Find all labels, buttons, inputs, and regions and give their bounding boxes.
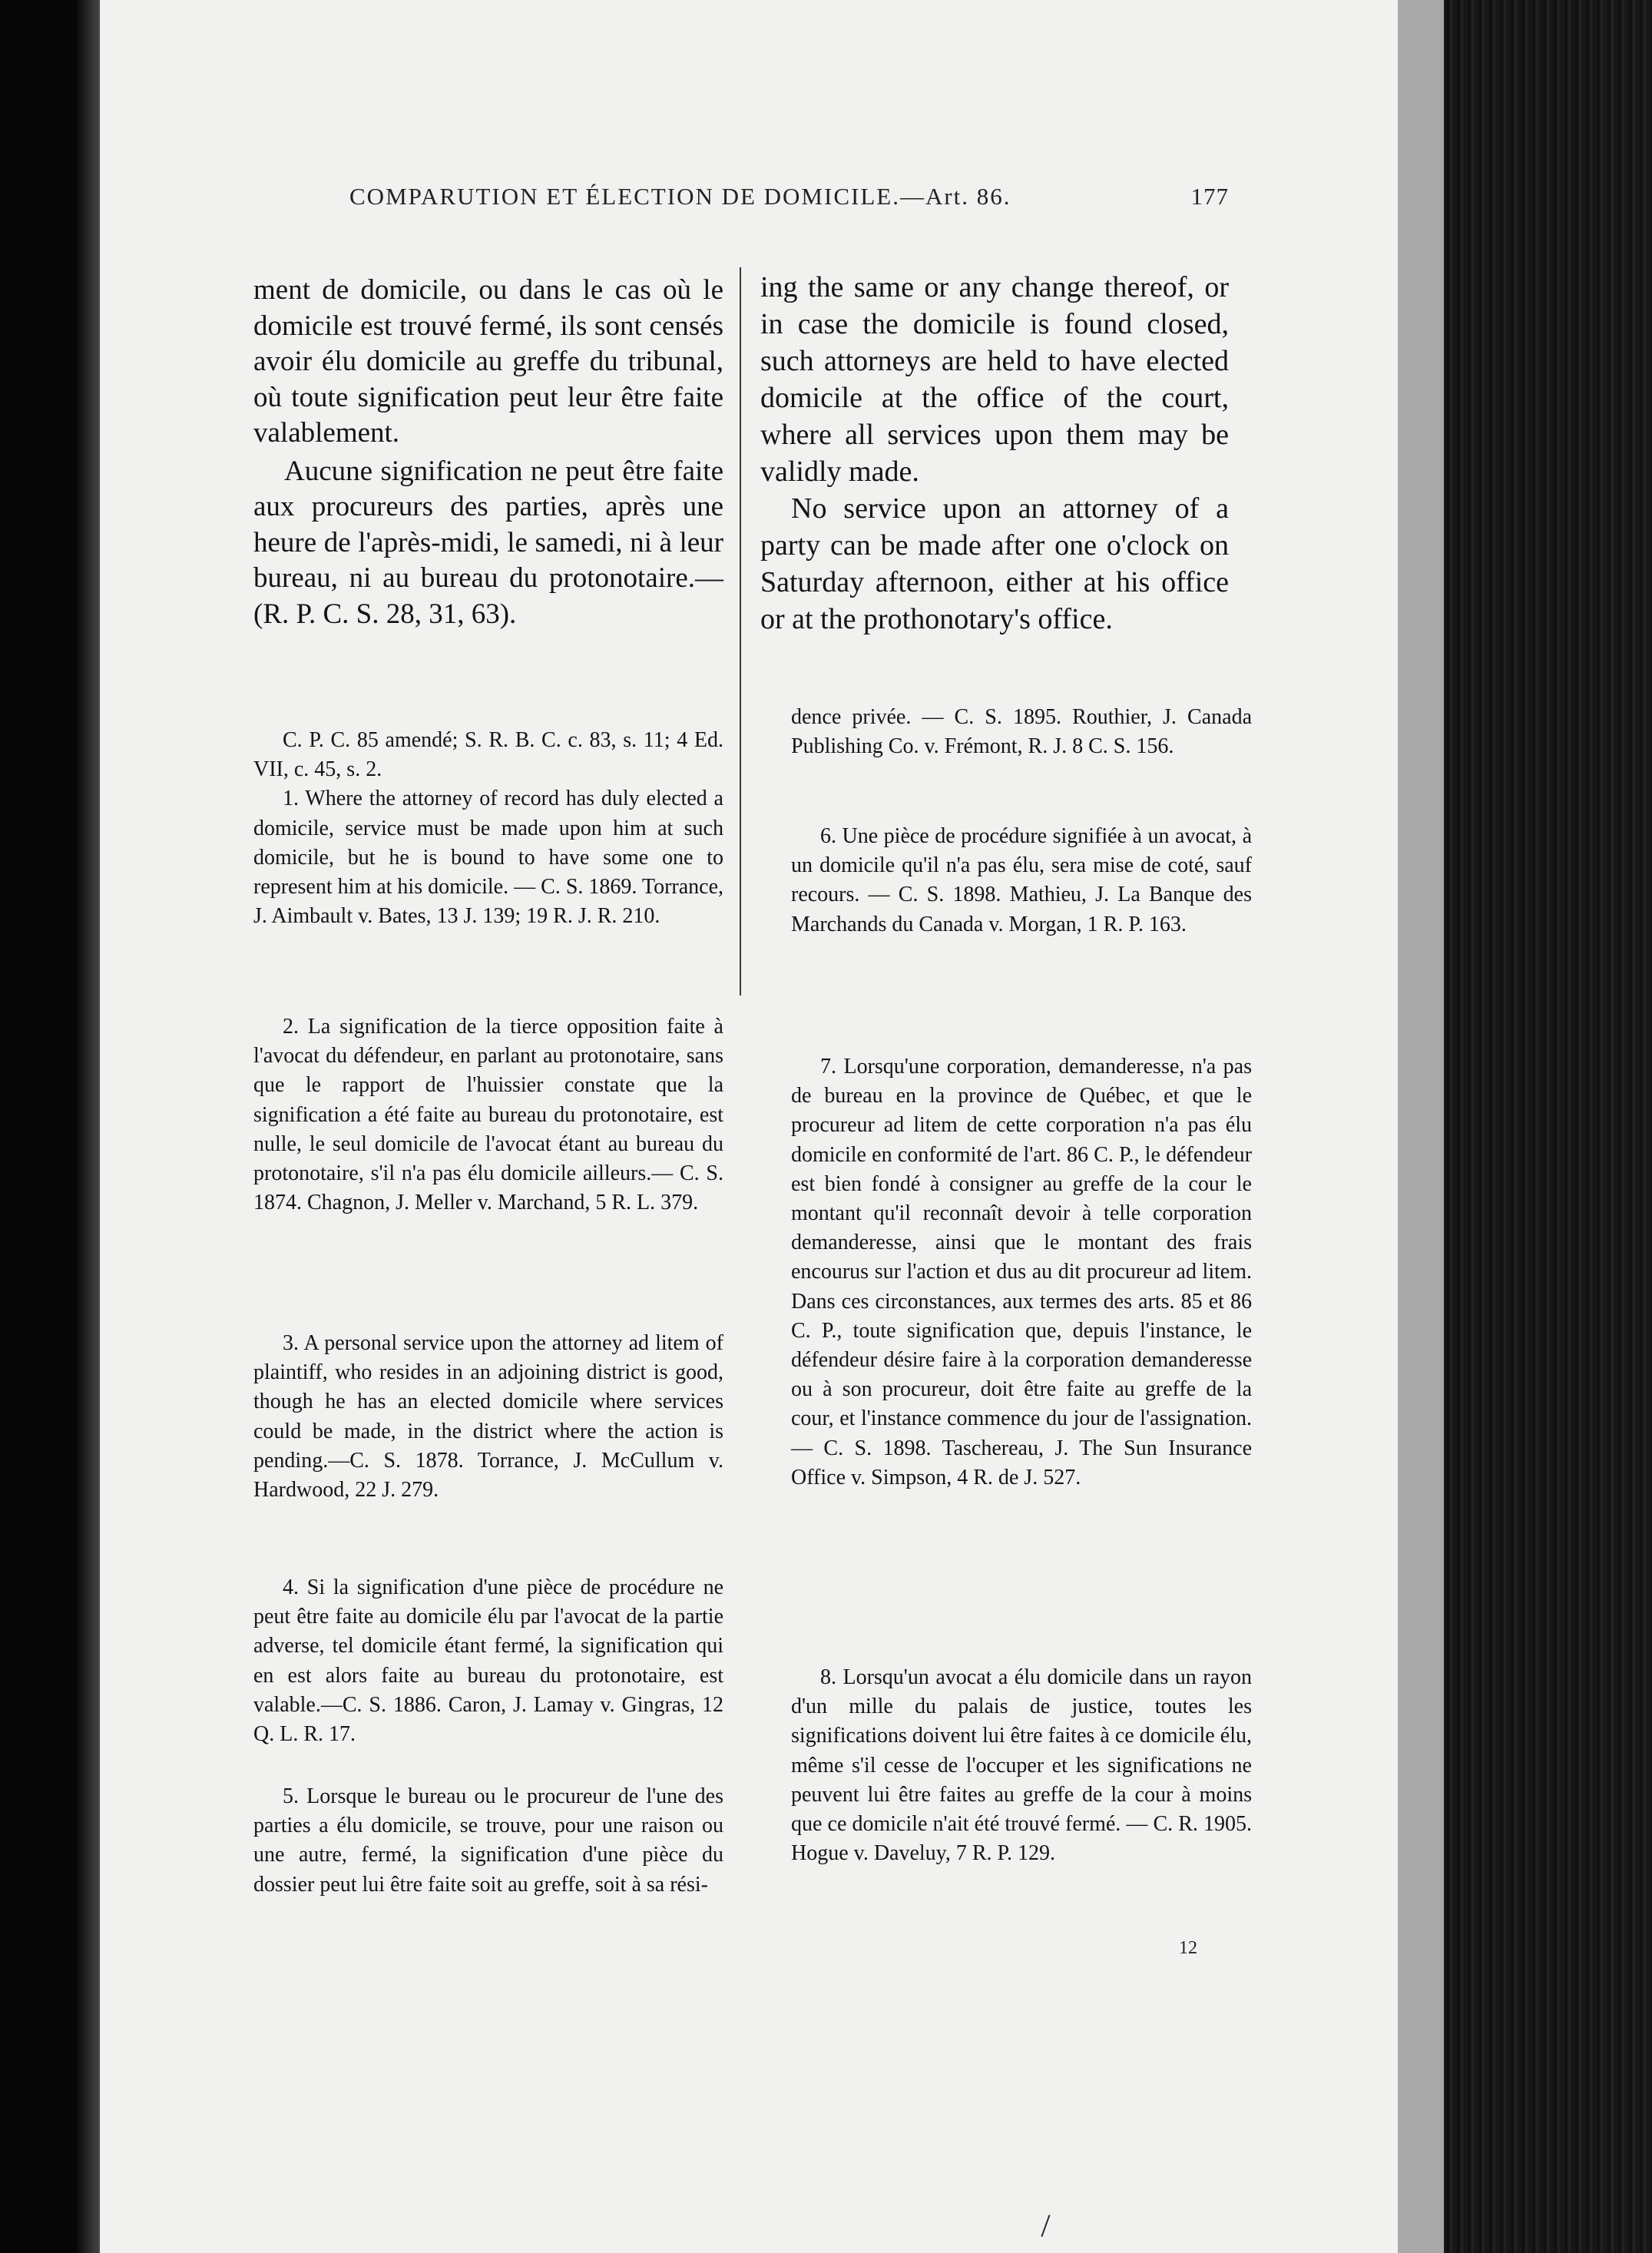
annotation-block-3	[253, 1329, 723, 1505]
annotation-5: 5. Lorsque le bureau ou le procureur de l'une des parties a élu domicile, se trouve, pour une raison ou une autre, fermé, la signification d'une pièce du dossier peut lui être faite soit au greffe, soit à sa rési-	[253, 1784, 723, 1897]
source-reference: C. P. C. 85 amendé; S. R. B. C. c. 83, s. 11; 4 Ed. VII, c. 45, s. 2.	[253, 728, 723, 782]
annotation-6: 6. Une pièce de procédure signifiée à un avocat, à un domicile qu'il n'a pas élu, sera mise de coté, sauf recours. — C. S. 1898. Mathieu, J. La Banque des Marchands du Canada v. Morgan, 1 R. P. 163.	[791, 824, 1252, 936]
left-main-paragraph: Aucune signification ne peut être faite aux procureurs des parties, après une heure de l'après-midi, le samedi, ni à leur bureau, ni au bureau du protonotaire.—(R. P. C. S. 28, 31, 63).	[253, 455, 723, 630]
annotation-8: 8. Lorsqu'un avocat a élu domicile dans un rayon d'un mille du palais de justice, toutes les significations doivent lui être faites à ce domicile élu, même s'il cesse de l'occuper et les significations ne peuvent lui être faites au greffe de la cour à moins que ce domicile n'ait été trouvé fermé. — C. R. 1905. Hogue v. Daveluy, 7 R. P. 129.	[791, 1665, 1252, 1866]
source-note	[253, 726, 723, 931]
annotation-4: 4. Si la signification d'une pièce de procédure ne peut être faite au domicile élu par l'avocat de la partie adverse, tel domicile étant fermé, la signification qui en est alors faite au bureau du protonotaire, est valable.—C. S. 1886. Caron, J. Lamay v. Gingras, 12 Q. L. R. 17.	[253, 1575, 723, 1747]
signature-folio: 12	[1179, 1938, 1197, 1958]
annotation-block-8	[791, 1663, 1252, 1868]
annotation-1: 1. Where the attorney of record has duly elected a domicile, service must be made upon him at such domicile, but he is bound to have some one to represent him at his domicile. — C. S. 1869. Torrance, J. Aimbault v. Bates, 13 J. 139; 19 R. J. R. 210.	[253, 787, 723, 929]
annotation-block-4	[253, 1573, 723, 1749]
left-main-paragraph: ment de domicile, ou dans le cas où le domicile est trouvé fermé, ils sont censés avoir élu domicile au greffe du tribunal, où toute signification peut leur être faite valablement.	[253, 274, 723, 449]
right-column-main-text	[760, 269, 1229, 638]
annotation-block-5	[253, 1782, 723, 1900]
running-header	[253, 183, 1229, 221]
right-main-paragraph: No service upon an attorney of a party can be made after one o'clock on Saturday afternoon, either at his office or at the prothonotary's office.	[760, 492, 1229, 635]
right-main-paragraph: ing the same or any change thereof, or in case the domicile is found closed, such attorneys are held to have elected domicile at the office of the court, where all services upon them may be validly made.	[760, 271, 1229, 488]
annotation-2: 2. La signification de la tierce opposition faite à l'avocat du défendeur, en parlant au protonotaire, sans que le rapport de l'huissier constate que la signification a été faite au bureau du protonotaire, est nulle, le seul domicile de l'avocat étant au bureau du protonotaire, s'il n'a pas élu domicile ailleurs.— C. S. 1874. Chagnon, J. Meller v. Marchand, 5 R. L. 379.	[253, 1015, 723, 1215]
annotation-block-7	[791, 1052, 1252, 1493]
left-column-main-text	[253, 273, 723, 632]
annotation-block-6	[791, 822, 1252, 939]
right-page-margin	[1398, 0, 1444, 2253]
annotation-5-cont: dence privée. — C. S. 1895. Routhier, J. Canada Publishing Co. v. Frémont, R. J. 8 C. S. 156.	[791, 705, 1252, 759]
annotation-5-continuation	[791, 703, 1252, 761]
header-title: COMPARUTION ET ÉLECTION DE DOMICILE.—Art. 86.	[349, 183, 1011, 210]
page-number: 177	[1190, 183, 1229, 210]
right-book-edge	[1444, 0, 1652, 2253]
annotation-block-2	[253, 1012, 723, 1218]
column-divider	[740, 267, 741, 996]
annotation-7: 7. Lorsqu'une corporation, demanderesse, n'a pas de bureau en la province de Québec, et que le procureur ad litem de cette corporation n'a pas élu domicile en conformité de l'art. 86 C. P., le défendeur est bien fondé à consigner au greffe de la cour le montant qu'il reconnaît devoir à telle corporation demanderesse, ainsi que le montant des frais encourus sur l'action et dus au dit procureur ad litem. Dans ces circonstances, aux termes des arts. 85 et 86 C. P., toute signification que, depuis l'instance, le défendeur désire faire à la corporation demanderesse ou à son procureur, doit être faite au greffe de la cour, et l'instance commence du jour de l'assignation. — C. S. 1898. Taschereau, J. The Sun Insurance Office v. Simpson, 4 R. de J. 527.	[791, 1055, 1252, 1489]
annotation-3: 3. A personal service upon the attorney ad litem of plaintiff, who resides in an adjoining district is good, though he has an elected domicile where services could be made, in the district where the action is pending.—C. S. 1878. Torrance, J. McCullum v. Hardwood, 22 J. 279.	[253, 1331, 723, 1503]
